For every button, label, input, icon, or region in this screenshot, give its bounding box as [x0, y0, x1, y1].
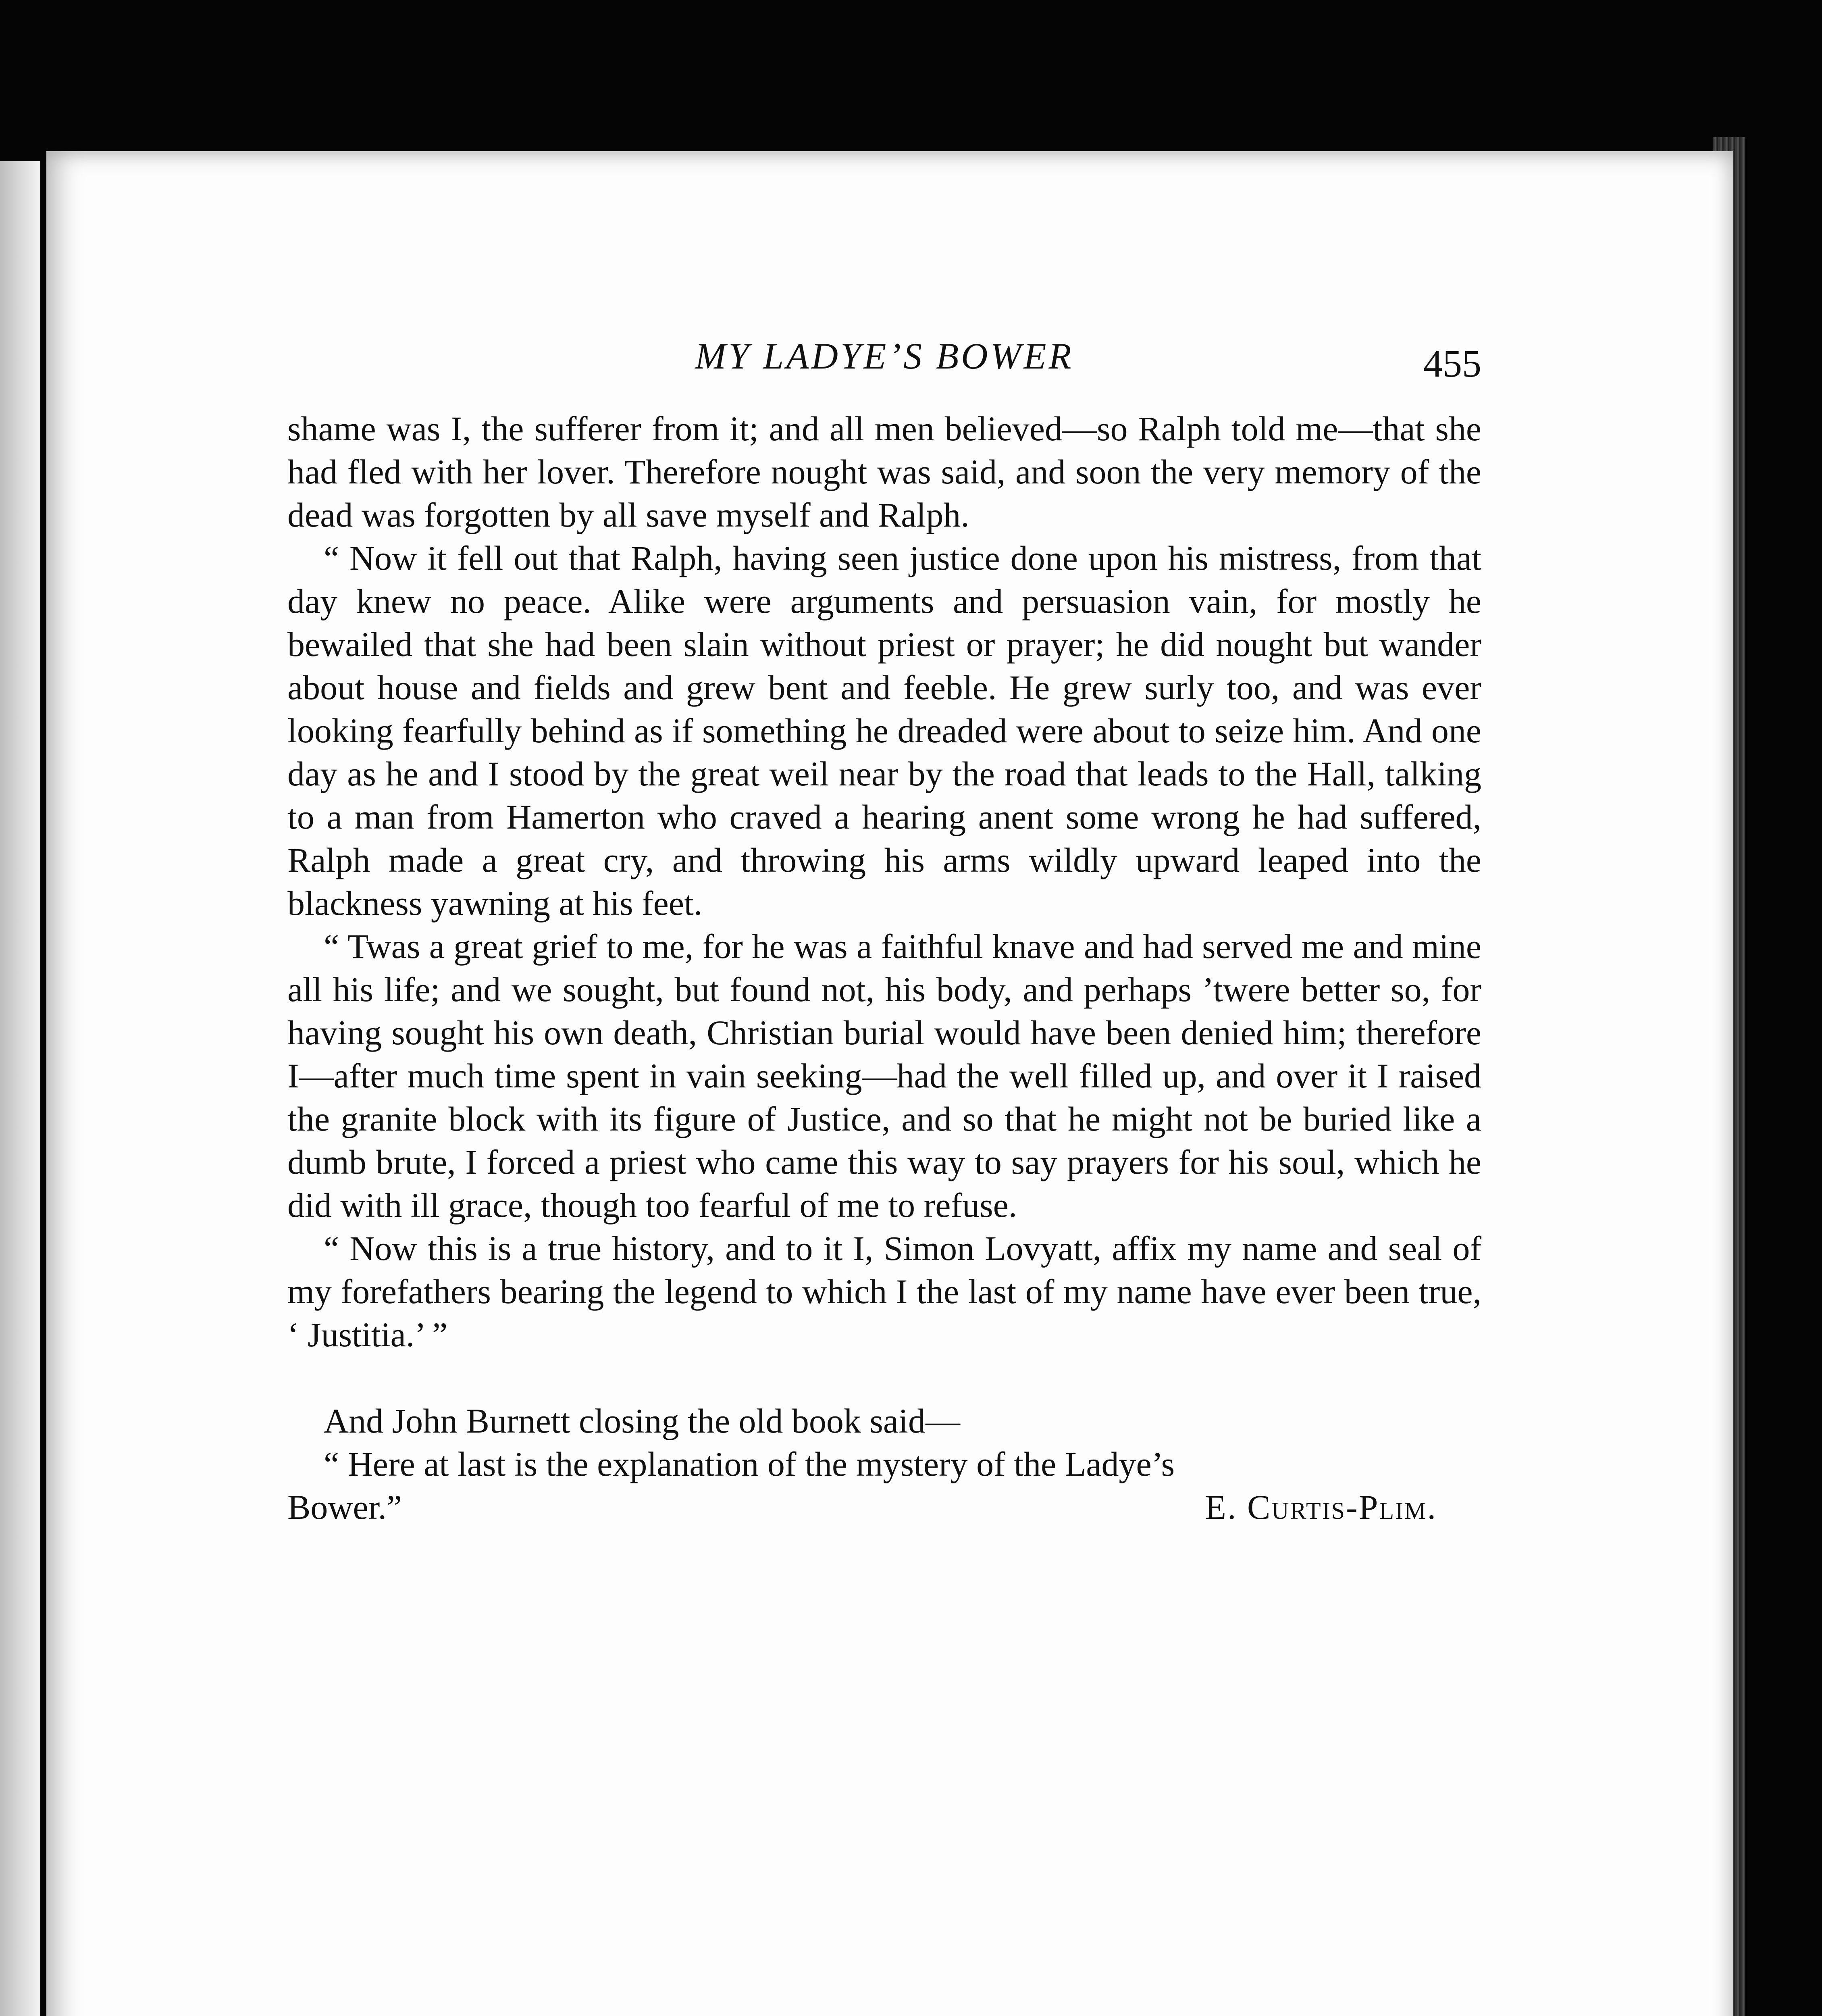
paragraph: “ Now it fell out that Ralph, having seen justice done upon his mistress, from that day knew no peace. Alike were arguments and persuasion vain, for mostly he bewailed that she had been slain without priest or prayer; he did nought but wander about house and fields and grew bent and feeble. He grew surly too, and was ever looking fearfully behind as if something he dreaded were about to seize him. And one day as he and I stood by the great weil near by the road that leads to the Hall, talking to a man from Hamerton who craved a hearing anent some wrong he had suffered, Ralph made a great cry, and throwing his arms wildly upward leaped into the blackness yawning at his feet.: [287, 539, 1481, 923]
closing-line: [287, 1486, 1481, 1529]
paragraph: “ Now this is a true history, and to it I, Simon Lovyatt, affix my name and seal of my forefathers bearing the legend to which I the last of my name have ever been true, ‘ Justitia.’ ”: [287, 1229, 1481, 1354]
author-signature: E. Curtis-Plim.: [1205, 1488, 1437, 1527]
paragraph: “ Here at last is the explanation of the mystery of the Ladye’s: [324, 1445, 1175, 1483]
paragraph: And John Burnett closing the old book said—: [324, 1402, 960, 1440]
paragraph-gap: [287, 1356, 1481, 1400]
page-number: 455: [1423, 342, 1481, 385]
closing-text: Bower.”: [287, 1488, 402, 1527]
body-text: [287, 407, 1481, 1529]
running-head: [287, 335, 1481, 391]
previous-page-edge: [0, 161, 40, 2016]
paragraph: shame was I, the sufferer from it; and all men believed—so Ralph told me—that she had fled with her lover. Therefore nought was said, and soon the very memory of the dead was forgotten by all save myself and Ralph.: [287, 409, 1481, 534]
running-title: MY LADYE’S BOWER: [695, 335, 1074, 377]
paragraph: “ Twas a great grief to me, for he was a faithful knave and had served me and mine all his life; and we sought, but found not, his body, and perhaps ’twere better so, for having sought his own death, Christian burial would have been denied him; therefore I—after much time spent in vain seeking—had the well filled up, and over it I raised the granite block with its figure of Justice, and so that he might not be buried like a dumb brute, I forced a priest who came this way to say prayers for his soul, which he did with ill grace, though too fearful of me to refuse.: [287, 927, 1481, 1225]
